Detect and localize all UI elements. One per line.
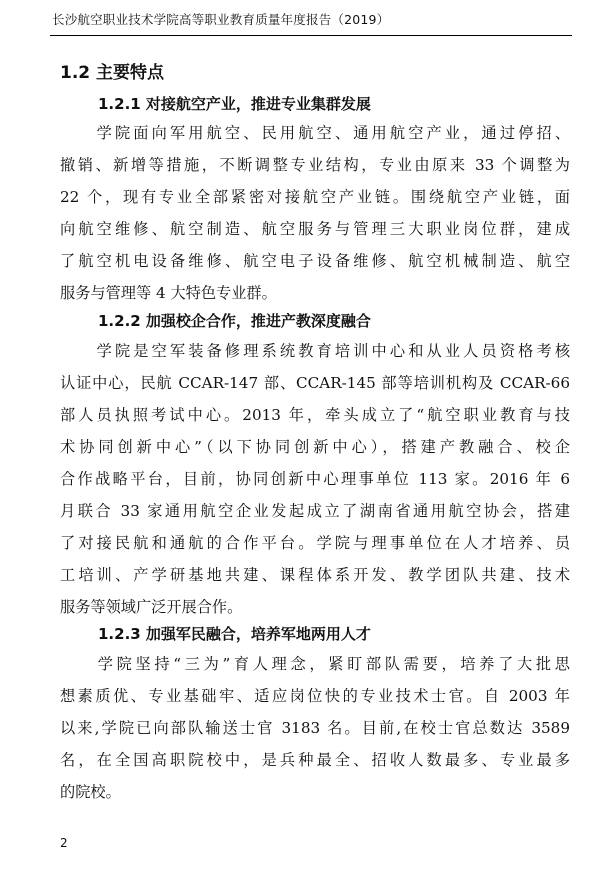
header-divider: [50, 35, 572, 36]
paragraph-line: 向航空维修、航空制造、航空服务与管理三大职业岗位群，建成: [60, 220, 570, 238]
paragraph-line: 了对接民航和通航的合作平台。学院与理事单位在人才培养、员: [60, 534, 570, 552]
paragraph-line: 了航空机电设备维修、航空电子设备维修、航空机械制造、航空: [60, 252, 570, 270]
paragraph-line: 学院面向军用航空、民用航空、通用航空产业，通过停招、: [60, 124, 570, 142]
paragraph-line: 学院坚持“三为”育人理念，紧盯部队需要，培养了大批思: [60, 655, 570, 673]
paragraph-1-2-2: [60, 335, 570, 623]
paragraph-line: 名，在全国高职院校中，是兵种最全、招收人数最多、专业最多: [60, 751, 570, 769]
paragraph-1-2-1: [60, 117, 570, 309]
paragraph-line: 认证中心，民航 CCAR-147 部、CCAR-145 部等培训机构及 CCAR-66: [60, 374, 570, 392]
paragraph-line: 撤销、新增等措施，不断调整专业结构，专业由原来 33 个调整为: [60, 156, 570, 174]
page-number: 2: [60, 836, 68, 850]
subsection-heading-1-2-3: 1.2.3 加强军民融合，培养军地两用人才: [98, 625, 371, 643]
paragraph-line: 工培训、产学研基地共建、课程体系开发、教学团队共建、技术: [60, 566, 570, 584]
paragraph-line: 学院是空军装备修理系统教育培训中心和从业人员资格考核: [60, 342, 570, 360]
subsection-heading-1-2-2: 1.2.2 加强校企合作，推进产教深度融合: [98, 312, 371, 330]
paragraph-line: 22 个，现有专业全部紧密对接航空产业链。围绕航空产业链，面: [60, 188, 570, 206]
section-title: 1.2 主要特点: [60, 63, 165, 83]
paragraph-line: 部人员执照考试中心。2013 年，牵头成立了“航空职业教育与技: [60, 406, 570, 424]
subsection-heading-1-2-1: 1.2.1 对接航空产业，推进专业集群发展: [98, 95, 371, 113]
paragraph-line: 服务与管理等 4 大特色专业群。: [60, 284, 277, 302]
paragraph-line: 想素质优、专业基础牢、适应岗位快的专业技术士官。自 2003 年: [60, 687, 570, 705]
running-header: 长沙航空职业技术学院高等职业教育质量年度报告（2019）: [52, 12, 390, 27]
paragraph-line: 以来,学院已向部队输送士官 3183 名。目前,在校士官总数达 3589: [60, 719, 570, 737]
paragraph-1-2-3: [60, 648, 570, 808]
paragraph-line: 合作战略平台，目前，协同创新中心理事单位 113 家。2016 年 6: [60, 470, 570, 488]
paragraph-line: 的院校。: [60, 783, 121, 801]
paragraph-line: 术协同创新中心”（以下协同创新中心），搭建产教融合、校企: [60, 438, 570, 456]
paragraph-line: 服务等领域广泛开展合作。: [60, 598, 243, 616]
paragraph-line: 月联合 33 家通用航空企业发起成立了湖南省通用航空协会，搭建: [60, 502, 570, 520]
